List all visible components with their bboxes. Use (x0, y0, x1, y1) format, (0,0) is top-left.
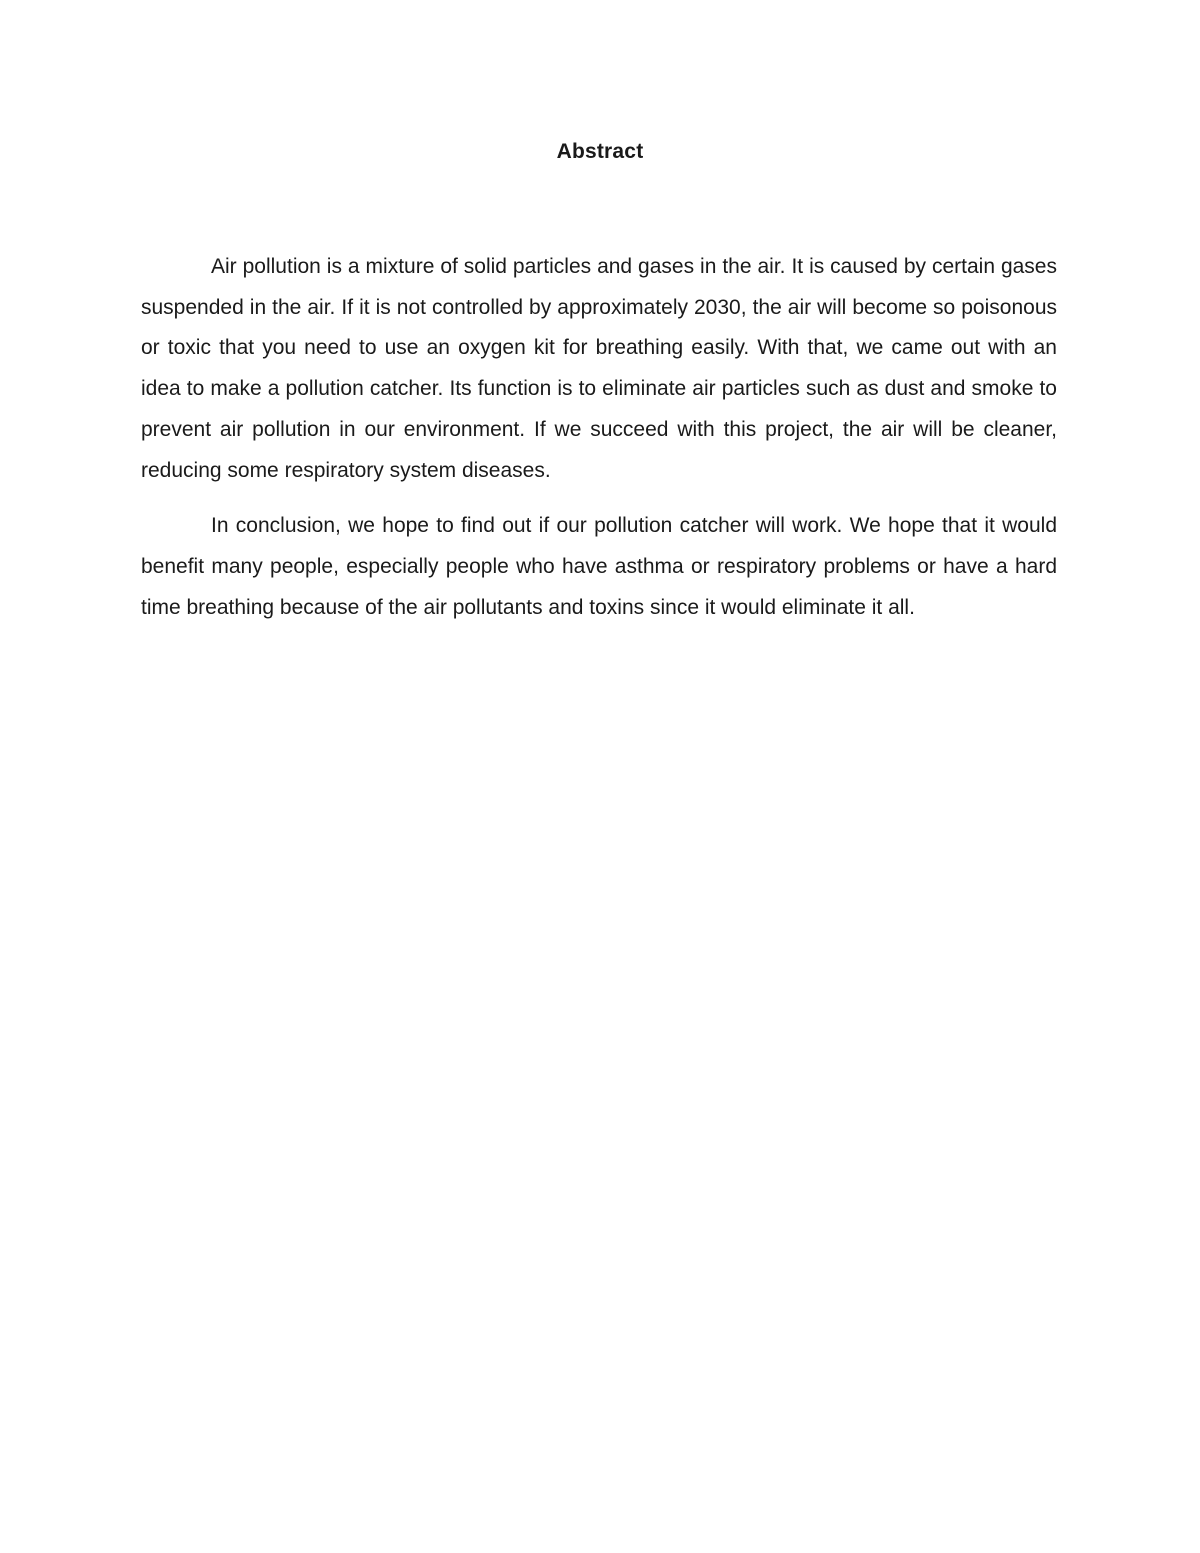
abstract-paragraph-2: In conclusion, we hope to find out if our pollution catcher will work. We hope that it would benefit many people, especially people who have asthma or respiratory problems or have a hard time breathing because of the air pollutants and toxins since it would eliminate it all. (141, 514, 1057, 619)
abstract-paragraph-1: Air pollution is a mixture of solid particles and gases in the air. It is caused by certain gases suspended in the air. If it is not controlled by approximately 2030, the air will become so poisonous or toxic that you need to use an oxygen kit for breathing easily. With that, we came out with an idea to make a pollution catcher. Its function is to eliminate air particles such as dust and smoke to prevent air pollution in our environment. If we succeed with this project, the air will be cleaner, reducing some respiratory system diseases. (141, 255, 1057, 482)
abstract-body (141, 247, 1057, 628)
page-title: Abstract (556, 140, 644, 163)
